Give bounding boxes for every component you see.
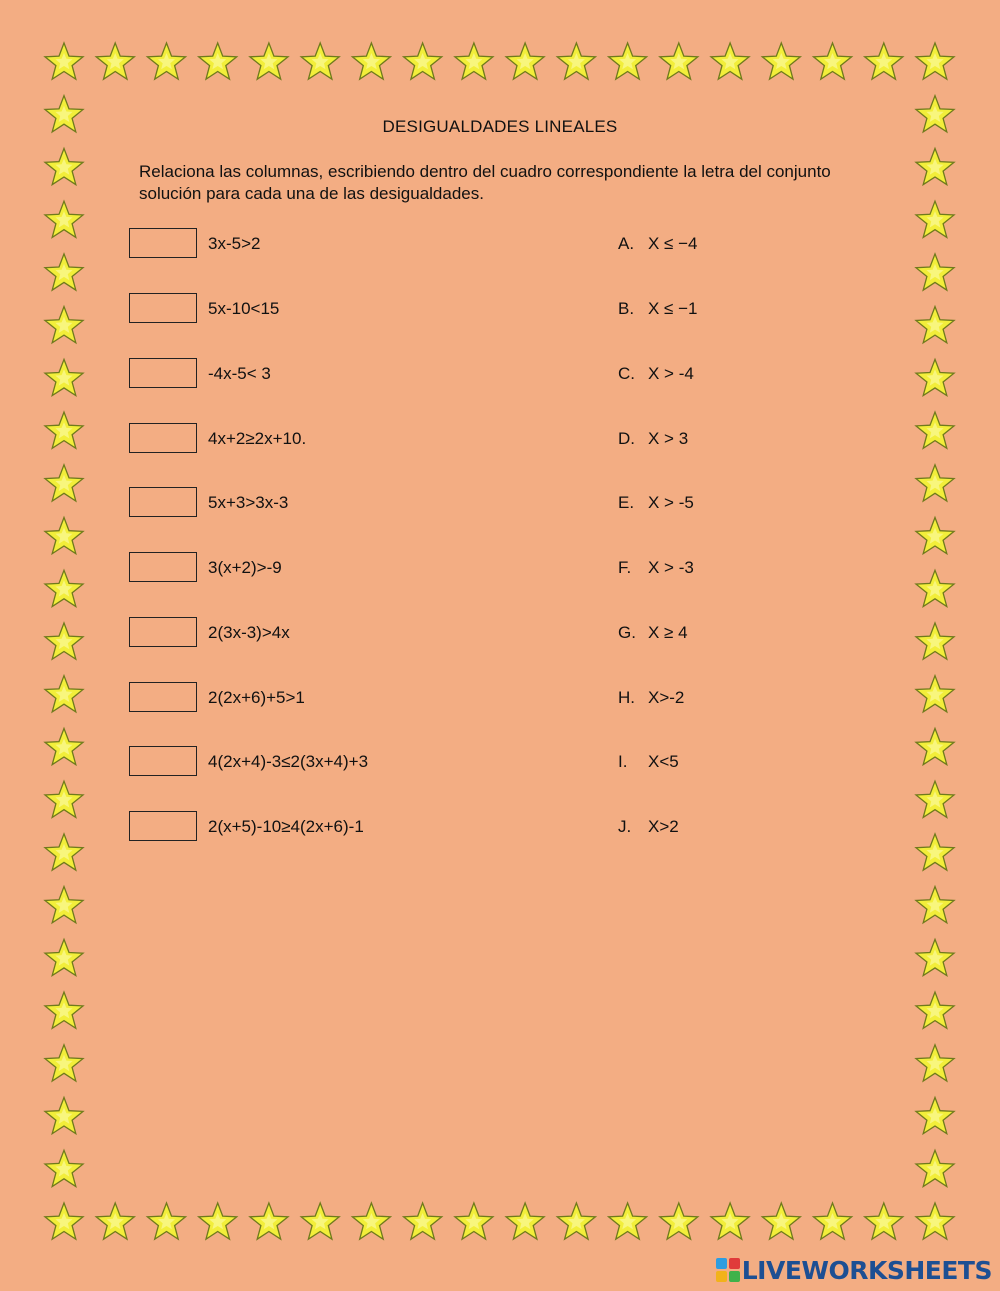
star-icon: [814, 43, 852, 79]
worksheet-title: DESIGUALDADES LINEALES: [382, 117, 618, 136]
star-icon: [916, 1203, 954, 1239]
inequality-text: 2(2x+6)+5>1: [208, 688, 305, 707]
star-icon: [660, 1203, 698, 1239]
star-icon: [45, 1203, 83, 1239]
star-icon: [96, 43, 134, 79]
star-icon: [722, 1213, 739, 1229]
star-icon: [301, 1203, 339, 1239]
exercise-row: [0, 228, 1000, 262]
star-icon: [926, 791, 943, 807]
exercise-row: [0, 423, 1000, 457]
star-icon: [773, 1213, 790, 1229]
star-icon: [199, 1203, 237, 1239]
star-icon: [916, 939, 954, 975]
exercise-row: [0, 617, 1000, 651]
option-value: X > -3: [648, 558, 694, 577]
star-icon: [926, 897, 943, 913]
answer-box[interactable]: [129, 228, 197, 258]
star-icon: [96, 1203, 134, 1239]
star-icon: [619, 53, 636, 69]
exercise-row: [0, 811, 1000, 845]
star-icon: [916, 43, 954, 79]
inequality-text: 3x-5>2: [208, 234, 261, 253]
star-icon: [55, 53, 72, 69]
star-icon: [916, 1045, 954, 1081]
star-icon: [824, 53, 841, 69]
star-icon: [352, 43, 390, 79]
star-icon: [660, 43, 698, 79]
star-icon: [926, 1055, 943, 1071]
star-icon: [55, 1002, 72, 1018]
star-icon: [455, 43, 493, 79]
star-icon: [312, 53, 329, 69]
star-icon: [352, 1203, 390, 1239]
star-icon: [875, 53, 892, 69]
option-letter: G.: [618, 623, 636, 642]
option-letter: F.: [618, 558, 632, 577]
star-icon: [670, 1213, 687, 1229]
inequality-text: 4(2x+4)-3≤2(3x+4)+3: [208, 752, 369, 771]
option-value: X>2: [648, 817, 679, 836]
star-icon: [711, 43, 749, 79]
star-icon: [55, 159, 72, 175]
star-icon: [55, 211, 72, 227]
star-icon: [158, 53, 175, 69]
star-icon: [250, 1203, 288, 1239]
inequality-text: 5x-10<15: [208, 299, 280, 318]
star-icon: [506, 1203, 544, 1239]
option-letter: D.: [618, 429, 635, 448]
star-icon: [414, 53, 431, 69]
star-icon: [312, 1213, 329, 1229]
option-letter: E.: [618, 493, 635, 512]
star-icon: [926, 264, 943, 280]
star-icon: [260, 1213, 277, 1229]
star-icon: [55, 791, 72, 807]
answer-box[interactable]: [129, 682, 197, 712]
option-value: X<5: [648, 752, 679, 771]
star-icon: [55, 844, 72, 860]
star-icon: [609, 43, 647, 79]
star-icon: [55, 528, 72, 544]
star-icon: [45, 1098, 83, 1134]
liveworksheets-brand[interactable]: [716, 1256, 992, 1284]
star-icon: [209, 1213, 226, 1229]
star-icon: [260, 53, 277, 69]
inequality-text: 3(x+2)>-9: [208, 558, 282, 577]
star-icon: [55, 949, 72, 965]
star-icon: [45, 43, 83, 79]
star-icon: [55, 1055, 72, 1071]
star-icon: [814, 1203, 852, 1239]
star-icon: [865, 43, 903, 79]
star-icon: [865, 1203, 903, 1239]
inequality-text: -4x-5< 3: [208, 364, 271, 383]
option-value: X>-2: [648, 688, 685, 707]
answer-box[interactable]: [129, 617, 197, 647]
star-icon: [916, 1150, 954, 1186]
star-icon: [199, 43, 237, 79]
option-value: X > -4: [648, 364, 694, 383]
star-icon: [619, 1213, 636, 1229]
star-icon: [916, 149, 954, 185]
option-letter: B.: [618, 299, 635, 318]
option-letter: J.: [618, 817, 632, 836]
worksheet-instructions: Relaciona las columnas, escribiendo dentro del cuadro correspondiente la letra del conjunto solución para cada una de las desigualdades.: [139, 162, 831, 203]
star-icon: [404, 43, 442, 79]
star-icon: [45, 518, 83, 554]
star-icon: [107, 1213, 124, 1229]
star-icon: [926, 528, 943, 544]
star-icon: [158, 1213, 175, 1229]
answer-box[interactable]: [129, 293, 197, 323]
inequality-text: 4x+2≥2x+10.: [208, 429, 307, 448]
star-icon: [762, 1203, 800, 1239]
exercise-row: [0, 487, 1000, 521]
option-value: X ≥ 4: [648, 623, 688, 642]
answer-box[interactable]: [129, 552, 197, 582]
star-icon: [557, 1203, 595, 1239]
star-icon: [762, 43, 800, 79]
star-icon: [250, 43, 288, 79]
inequality-text: 5x+3>3x-3: [208, 493, 289, 512]
star-icon: [916, 518, 954, 554]
star-icon: [209, 53, 226, 69]
liveworksheets-logo-icon: [716, 1258, 740, 1282]
option-value: X ≤ −4: [648, 234, 698, 253]
star-icon: [926, 1108, 943, 1124]
star-icon: [55, 897, 72, 913]
star-icon: [414, 1213, 431, 1229]
star-icon: [824, 1213, 841, 1229]
star-icon: [147, 1203, 185, 1239]
star-icon: [517, 1213, 534, 1229]
star-icon: [45, 992, 83, 1028]
option-letter: I.: [618, 752, 628, 771]
star-icon: [926, 844, 943, 860]
star-icon: [875, 1213, 892, 1229]
answer-box[interactable]: [129, 358, 197, 388]
star-icon: [916, 992, 954, 1028]
star-icon: [557, 43, 595, 79]
option-letter: H.: [618, 688, 635, 707]
star-icon: [926, 53, 943, 69]
exercise-row: [0, 552, 1000, 586]
liveworksheets-brand-text: LIVEWORKSHEETS: [741, 1255, 992, 1285]
star-icon: [916, 1098, 954, 1134]
star-icon: [926, 1160, 943, 1176]
star-icon: [363, 53, 380, 69]
option-value: X > 3: [648, 429, 689, 448]
answer-box[interactable]: [129, 746, 197, 776]
star-icon: [455, 1203, 493, 1239]
star-icon: [926, 211, 943, 227]
star-icon: [926, 1002, 943, 1018]
inequality-text: 2(3x-3)>4x: [208, 623, 290, 642]
star-icon: [55, 264, 72, 280]
exercise-row: [0, 358, 1000, 392]
star-icon: [404, 1203, 442, 1239]
star-icon: [55, 1160, 72, 1176]
star-icon: [670, 53, 687, 69]
star-icon: [45, 1045, 83, 1081]
star-icon: [45, 1150, 83, 1186]
exercise-row: [0, 746, 1000, 780]
star-icon: [55, 1213, 72, 1229]
star-icon: [711, 1203, 749, 1239]
star-icon: [465, 53, 482, 69]
star-icon: [147, 43, 185, 79]
star-icon: [926, 1213, 943, 1229]
star-icon: [722, 53, 739, 69]
star-icon: [301, 43, 339, 79]
option-value: X > -5: [648, 493, 694, 512]
star-icon: [465, 1213, 482, 1229]
star-icon: [609, 1203, 647, 1239]
inequality-text: 2(x+5)-10≥4(2x+6)-1: [208, 817, 364, 836]
exercise-row: [0, 682, 1000, 716]
star-icon: [926, 159, 943, 175]
star-icon: [363, 1213, 380, 1229]
star-icon: [45, 887, 83, 923]
star-icon: [45, 939, 83, 975]
star-icon: [773, 53, 790, 69]
option-letter: A.: [618, 234, 635, 253]
star-icon: [916, 887, 954, 923]
star-icon: [506, 43, 544, 79]
option-letter: C.: [618, 364, 635, 383]
star-icon: [107, 53, 124, 69]
star-icon: [45, 149, 83, 185]
answer-box[interactable]: [129, 423, 197, 453]
star-icon: [517, 53, 534, 69]
answer-box[interactable]: [129, 811, 197, 841]
star-icon: [926, 949, 943, 965]
star-icon: [568, 53, 585, 69]
star-icon: [568, 1213, 585, 1229]
star-icon: [55, 1108, 72, 1124]
answer-box[interactable]: [129, 487, 197, 517]
exercise-row: [0, 293, 1000, 327]
option-value: X ≤ −1: [648, 299, 698, 318]
